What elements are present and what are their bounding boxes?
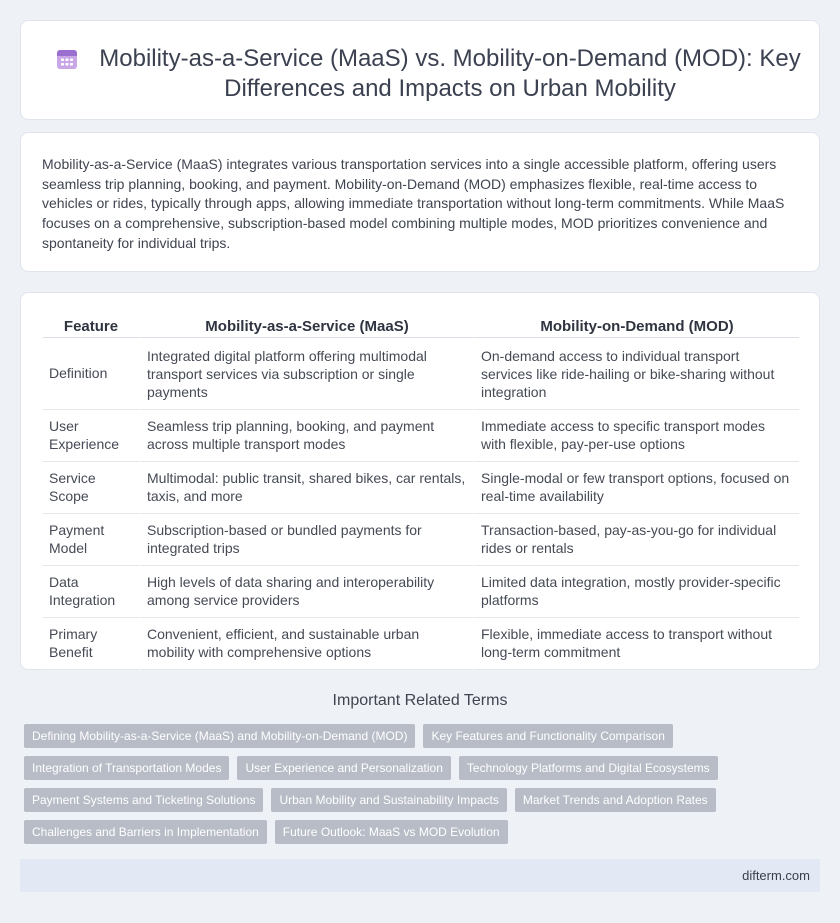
calendar-icon: [55, 47, 79, 71]
mod-cell: Transaction-based, pay-as-you-go for individual rides or rentals: [473, 514, 799, 566]
related-term-tag[interactable]: Integration of Transportation Modes: [24, 756, 229, 780]
maas-cell: Seamless trip planning, booking, and payment across multiple transport modes: [139, 410, 473, 462]
table-row: [43, 514, 799, 566]
related-term-tag[interactable]: Challenges and Barriers in Implementation: [24, 820, 267, 844]
feature-cell: Payment Model: [43, 514, 139, 566]
related-terms-heading: Important Related Terms: [332, 692, 508, 709]
title-card: [20, 20, 820, 120]
header-maas: Mobility-as-a-Service (MaaS): [139, 315, 473, 338]
mod-cell: On-demand access to individual transport services like ride-hailing or bike-sharing without integration: [473, 338, 799, 410]
related-term-tag[interactable]: Market Trends and Adoption Rates: [515, 788, 716, 812]
maas-cell: High levels of data sharing and interoperability among service providers: [139, 566, 473, 618]
mod-cell: Immediate access to specific transport modes with flexible, pay-per-use options: [473, 410, 799, 462]
intro-paragraph: Mobility-as-a-Service (MaaS) integrates various transportation services into a single accessible platform, offering users seamless trip planning, booking, and payment. Mobility-on-Demand (MOD) emphasizes flexible, real-time access to vehicles or rides, typically through apps, allowing immediate transportation without long-term commitments. While MaaS focuses on a comprehensive, subscription-based model combining multiple modes, MOD prioritizes convenience and spontaneity for individual trips.: [42, 156, 785, 251]
tag-row: [24, 756, 824, 780]
page-title: Mobility-as-a-Service (MaaS) vs. Mobility-on-Demand (MOD): Key Differences and Impacts on Urban Mobility: [99, 45, 801, 102]
maas-cell: Multimodal: public transit, shared bikes, car rentals, taxis, and more: [139, 462, 473, 514]
related-term-tag[interactable]: Payment Systems and Ticketing Solutions: [24, 788, 263, 812]
related-term-tag[interactable]: User Experience and Personalization: [237, 756, 450, 780]
table-row: [43, 462, 799, 514]
footer: [20, 859, 820, 892]
header-mod: Mobility-on-Demand (MOD): [473, 315, 799, 338]
maas-cell: Convenient, efficient, and sustainable urban mobility with comprehensive options: [139, 618, 473, 670]
table-row: [43, 566, 799, 618]
footer-site-link[interactable]: difterm.com: [742, 868, 810, 883]
tag-row: [24, 820, 824, 844]
header-feature: Feature: [43, 315, 139, 338]
tag-row: [24, 788, 824, 812]
mod-cell: Limited data integration, mostly provider-specific platforms: [473, 566, 799, 618]
related-term-tag[interactable]: Defining Mobility-as-a-Service (MaaS) and Mobility-on-Demand (MOD): [24, 724, 415, 748]
feature-cell: Data Integration: [43, 566, 139, 618]
table-row: [43, 410, 799, 462]
feature-cell: User Experience: [43, 410, 139, 462]
mod-cell: Flexible, immediate access to transport without long-term commitment: [473, 618, 799, 670]
feature-cell: Service Scope: [43, 462, 139, 514]
maas-cell: Subscription-based or bundled payments for integrated trips: [139, 514, 473, 566]
table-header-row: [43, 315, 799, 338]
related-term-tag[interactable]: Future Outlook: MaaS vs MOD Evolution: [275, 820, 508, 844]
comparison-table: [43, 315, 799, 670]
comparison-card: [20, 292, 820, 670]
intro-card: [20, 132, 820, 272]
related-term-tag[interactable]: Technology Platforms and Digital Ecosystems: [459, 756, 718, 780]
feature-cell: Primary Benefit: [43, 618, 139, 670]
tag-row: [24, 724, 824, 748]
maas-cell: Integrated digital platform offering multimodal transport services via subscription or single payments: [139, 338, 473, 410]
mod-cell: Single-modal or few transport options, focused on real-time availability: [473, 462, 799, 514]
table-row: [43, 338, 799, 410]
table-row: [43, 618, 799, 670]
related-term-tag[interactable]: Key Features and Functionality Comparison: [423, 724, 672, 748]
feature-cell: Definition: [43, 338, 139, 410]
related-term-tag[interactable]: Urban Mobility and Sustainability Impacts: [271, 788, 506, 812]
related-terms-list: [24, 724, 824, 852]
